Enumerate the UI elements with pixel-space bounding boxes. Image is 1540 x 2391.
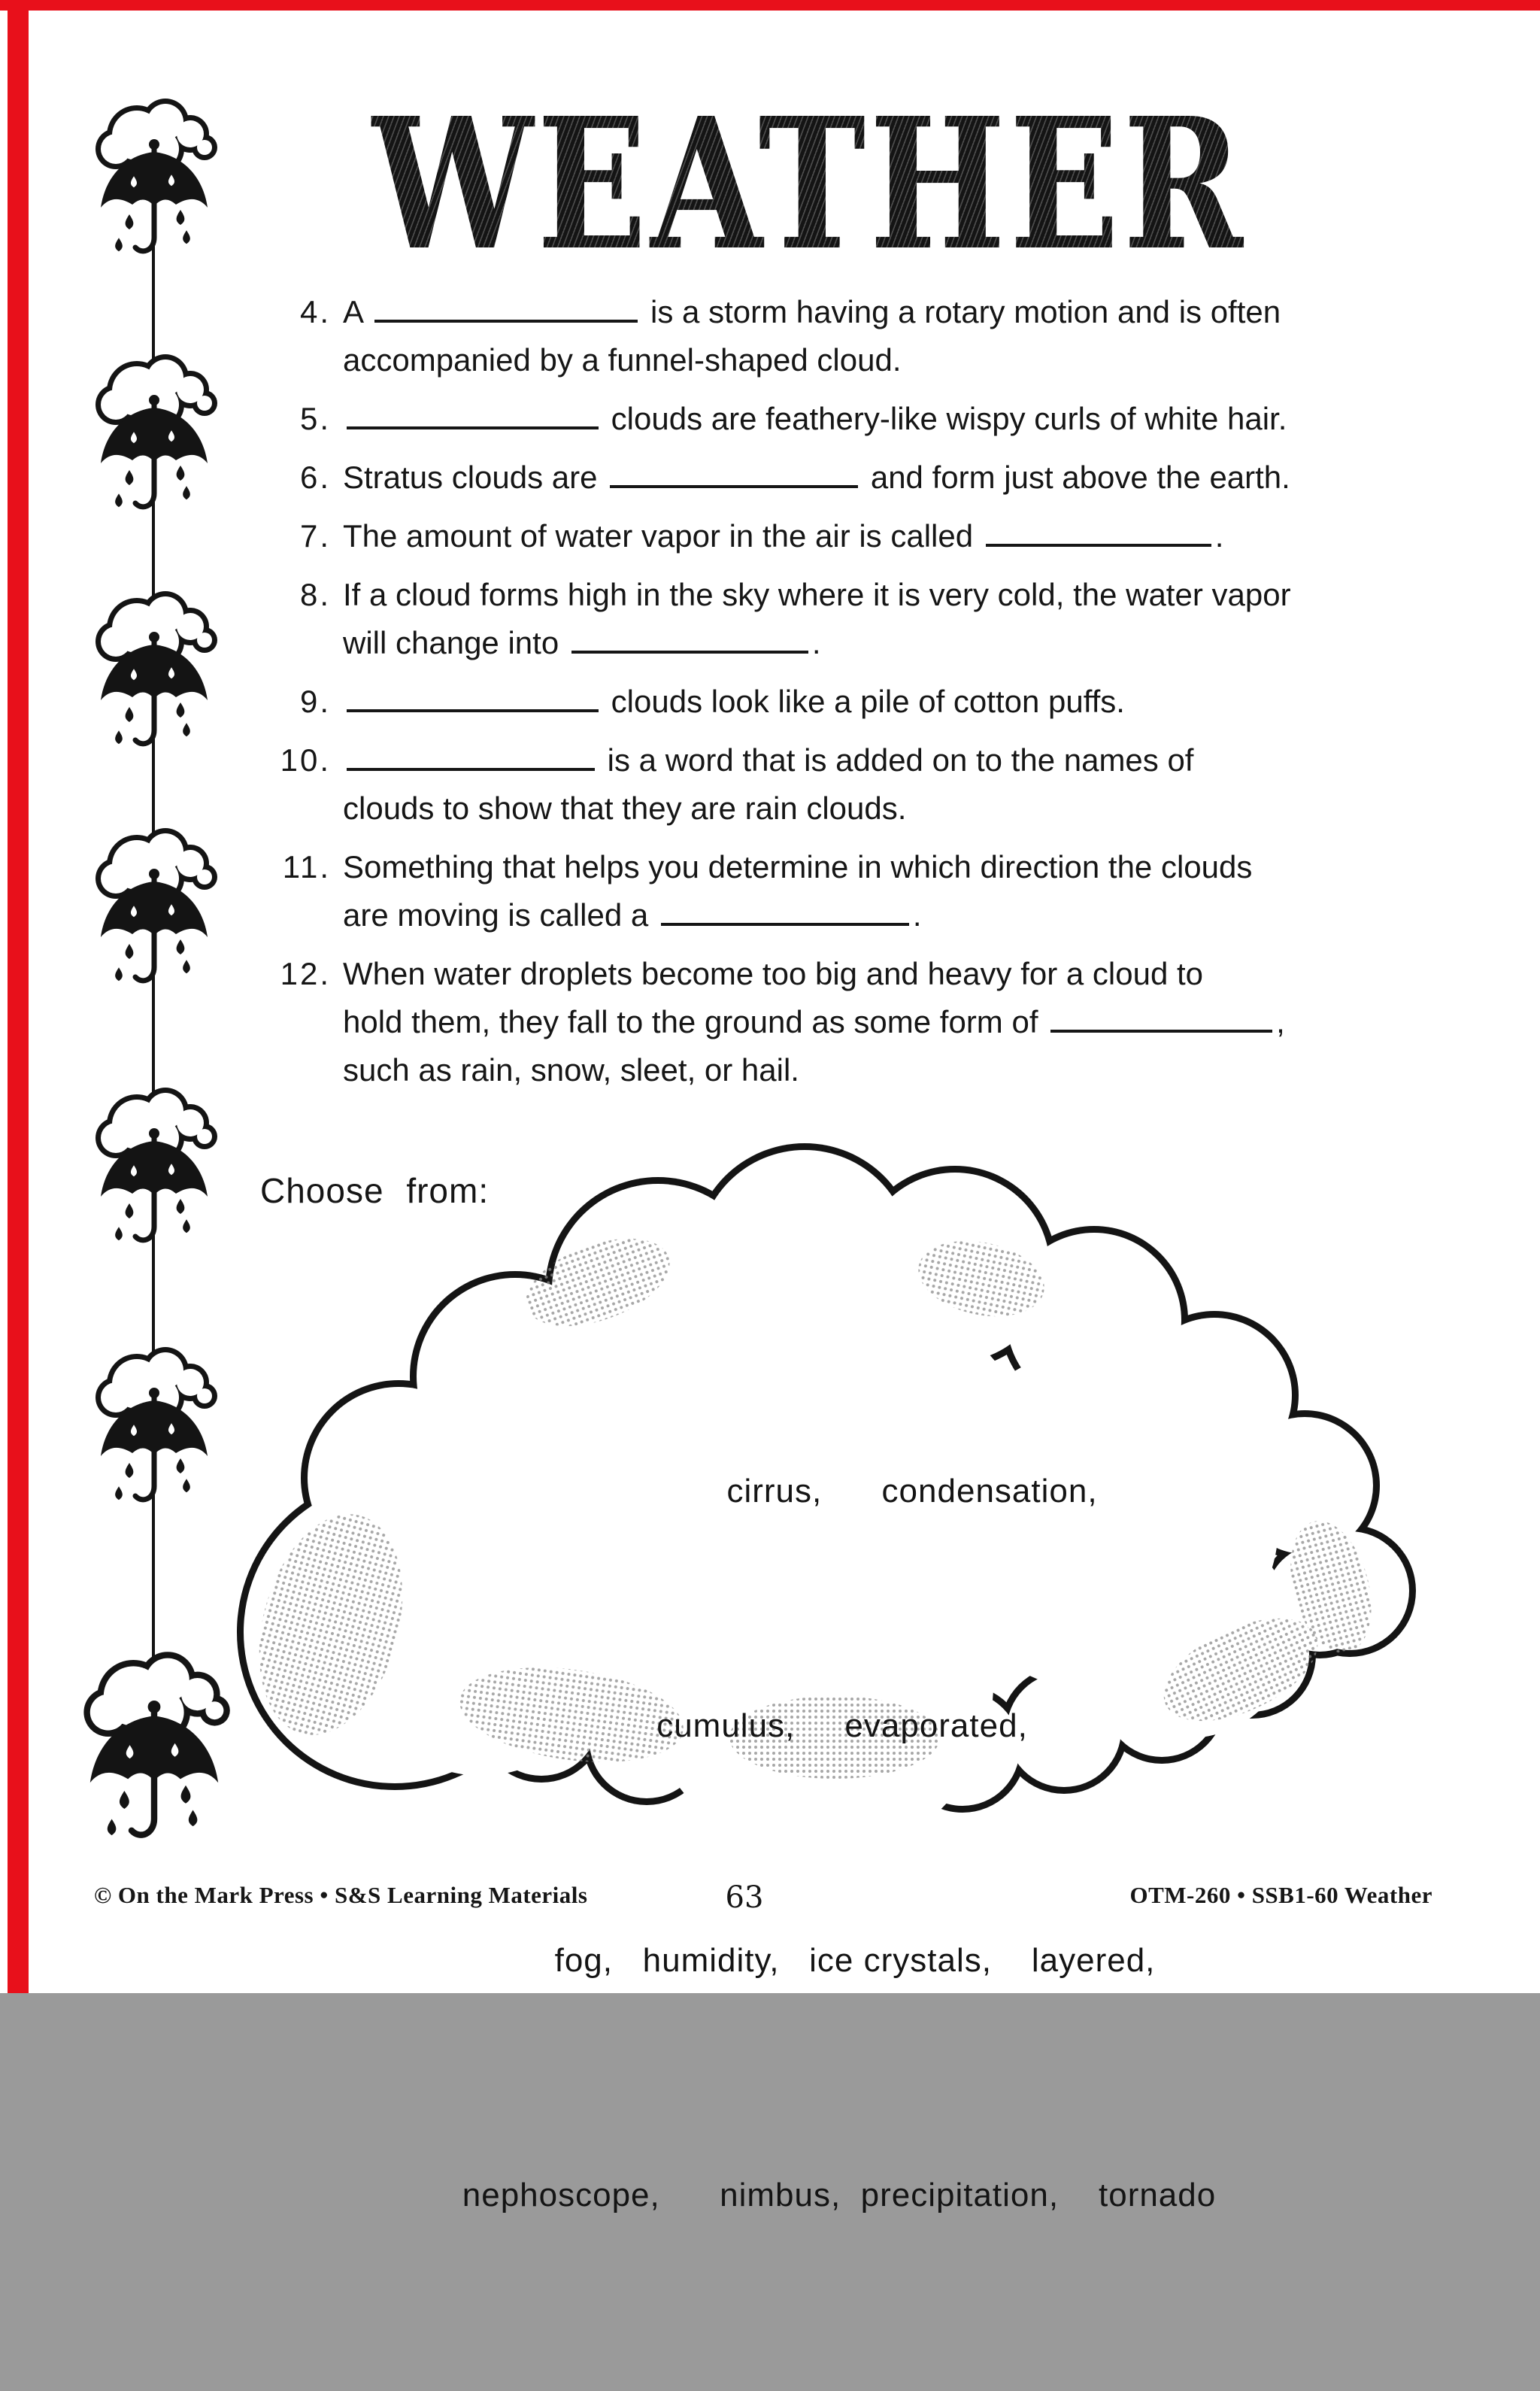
question-text: clouds to show that they are rain clouds. <box>343 790 907 826</box>
word-bank-line: cirrus, condensation, <box>726 1473 1098 1510</box>
page-title: WEATHER <box>371 78 1247 290</box>
question-text: . <box>811 625 821 660</box>
umbrella-cloud-icon <box>90 98 218 275</box>
question-text: and form just above the earth. <box>862 460 1290 495</box>
question-number: 6. <box>299 460 331 495</box>
footer-book-code: OTM-260 • SSB1-60 Weather <box>1129 1882 1432 1908</box>
question-row <box>256 571 1489 667</box>
question-text: clouds look like a pile of cotton puffs. <box>602 684 1125 719</box>
question-number: 4. <box>299 294 331 329</box>
question-text: will change into <box>343 625 568 660</box>
question-row <box>256 950 1489 1094</box>
question-text: If a cloud forms high in the sky where it is very cold, the water vapor <box>343 577 1291 612</box>
answer-blank[interactable] <box>610 463 858 488</box>
page-title-row <box>78 78 1540 290</box>
question-number: 10. <box>280 742 331 778</box>
question-row <box>256 736 1489 833</box>
question-row <box>256 395 1489 443</box>
umbrella-cloud-icon <box>90 827 218 1004</box>
umbrella-cloud-icon <box>90 1346 218 1523</box>
question-text: hold them, they fall to the ground as some form of <box>343 1004 1047 1039</box>
question-row <box>256 288 1489 384</box>
umbrella-cloud-icon <box>90 590 218 767</box>
word-bank-line: cumulus, evaporated, <box>656 1707 1028 1744</box>
question-number: 5. <box>299 401 331 436</box>
answer-blank[interactable] <box>986 521 1211 547</box>
answer-blank[interactable] <box>347 745 595 771</box>
question-text: Stratus clouds are <box>343 460 607 495</box>
answer-blank[interactable] <box>347 687 599 712</box>
question-number: 8. <box>299 577 331 612</box>
page-edge-red-stripe-top <box>0 0 1540 11</box>
question-row <box>256 843 1489 939</box>
question-row <box>256 454 1489 502</box>
question-text: . <box>1214 518 1224 554</box>
word-bank-line: nephoscope, nimbus, precipitation, tornado <box>462 2177 1217 2213</box>
question-text: accompanied by a funnel-shaped cloud. <box>343 342 902 378</box>
question-text: is a word that is added on to the names of <box>599 742 1194 778</box>
word-bank <box>218 1296 1421 2391</box>
questions <box>256 288 1489 1105</box>
question-text: is a storm having a rotary motion and is often <box>641 294 1281 329</box>
question-number: 11. <box>282 849 331 884</box>
question-number: 7. <box>299 518 331 554</box>
question-text: A <box>343 294 371 329</box>
question-text: clouds are feathery-like wispy curls of white hair. <box>602 401 1287 436</box>
question-text: When water droplets become too big and heavy for a cloud to <box>343 956 1204 991</box>
answer-blank[interactable] <box>571 628 808 654</box>
umbrella-cloud-icon <box>77 1651 231 1863</box>
question-text: are moving is called a <box>343 897 657 933</box>
question-number: 9. <box>299 684 331 719</box>
question-row <box>256 678 1489 726</box>
question-row <box>256 512 1489 560</box>
word-bank-line: fog, humidity, ice crystals, layered, <box>554 1942 1156 1979</box>
umbrella-cloud-icon <box>90 1087 218 1264</box>
word-bank-heading: Choose from: <box>260 1171 490 1210</box>
question-text: . <box>912 897 922 933</box>
question-text: Something that helps you determine in which direction the clouds <box>343 849 1253 884</box>
answer-blank[interactable] <box>374 297 638 323</box>
question-text: The amount of water vapor in the air is called <box>343 518 982 554</box>
answer-blank[interactable] <box>347 404 599 429</box>
footer-publisher: © On the Mark Press • S&S Learning Materials <box>94 1882 588 1908</box>
umbrella-cloud-icon <box>90 353 218 530</box>
question-number: 12. <box>280 956 331 991</box>
question-text: , <box>1276 1004 1285 1039</box>
answer-blank[interactable] <box>661 900 909 926</box>
page-edge-red-stripe-left <box>8 0 29 1993</box>
question-text: such as rain, snow, sleet, or hail. <box>343 1052 799 1088</box>
footer-page-number: 63 <box>725 1880 764 1915</box>
answer-blank[interactable] <box>1050 1007 1272 1033</box>
